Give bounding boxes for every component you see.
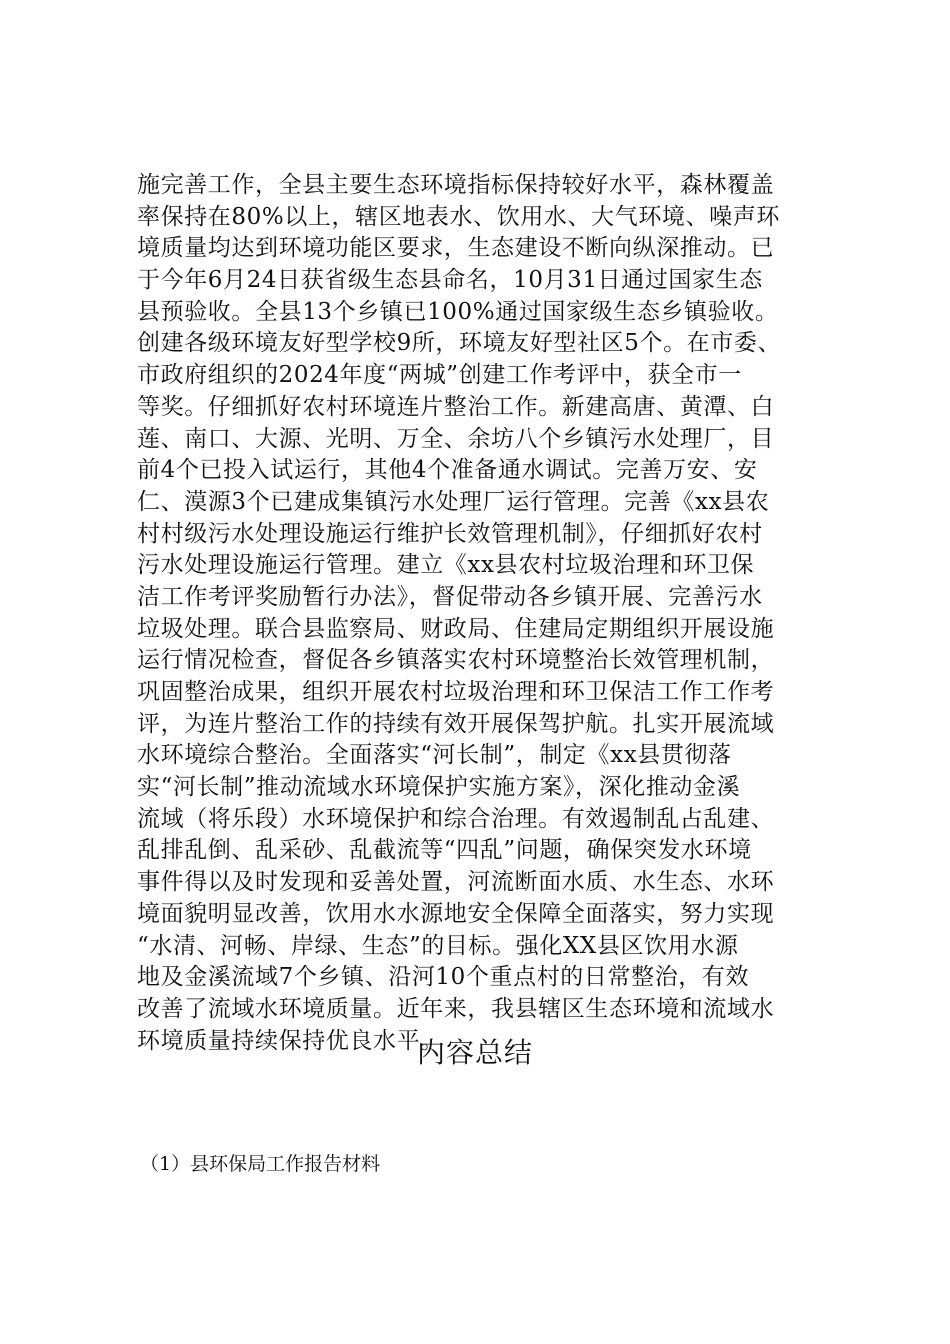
body-line: 莲、南口、大源、光明、万全、余坊八个乡镇污水处理厂，目 bbox=[137, 425, 775, 452]
body-line: 市政府组织的2024年度“两城”创建工作考评中，获全市一 bbox=[137, 362, 742, 389]
body-line: 流域（将乐段）水环境保护和综合治理。有效遏制乱占乱建、 bbox=[137, 805, 775, 832]
body-line: 仁、漠源3个已建成集镇污水处理厂运行管理。完善《xx县农 bbox=[137, 488, 770, 515]
body-line: 环境质量持续保持优良水平。 bbox=[137, 1027, 444, 1054]
body-line: 施完善工作，全县主要生态环境指标保持较好水平，森林覆盖 bbox=[137, 172, 775, 198]
summary-item: （1）县环保局工作报告材料 bbox=[140, 1153, 381, 1175]
body-line: 评，为连片整治工作的持续有效开展保驾护航。扎实开展流域 bbox=[137, 710, 775, 737]
body-line: 乱排乱倒、乱采砂、乱截流等“四乱”问题，确保突发水环境 bbox=[137, 837, 752, 864]
body-line: 创建各级环境友好型学校9所，环境友好型社区5个。在市委、 bbox=[137, 330, 782, 357]
body-line: 事件得以及时发现和妥善处置，河流断面水质、水生态、水环 bbox=[137, 869, 775, 896]
body-line: 垃圾处理。联合县监察局、财政局、住建局定期组织开展设施 bbox=[137, 615, 775, 642]
body-line: 境面貌明显改善，饮用水水源地安全保障全面落实，努力实现 bbox=[137, 900, 775, 927]
body-line: 污水处理设施运行管理。建立《xx县农村垃圾治理和环卫保 bbox=[137, 552, 755, 579]
body-line: 于今年6月24日获省级生态县命名，10月31日通过国家生态 bbox=[137, 267, 763, 294]
body-line: 村村级污水处理设施运行维护长效管理机制》，仔细抓好农村 bbox=[137, 520, 763, 547]
body-line: 等奖。仔细抓好农村环境连片整治工作。新建高唐、黄潭、白 bbox=[137, 393, 775, 420]
body-line: 水环境综合整治。全面落实“河长制”，制定《xx县贯彻落 bbox=[137, 742, 732, 769]
body-line: 洁工作考评奖励暂行办法》，督促带动各乡镇开展、完善污水 bbox=[137, 583, 763, 610]
body-line: 县预验收。全县13个乡镇已100%通过国家级生态乡镇验收。 bbox=[137, 298, 779, 325]
section-title: 内容总结 bbox=[416, 1036, 533, 1069]
body-line: 巩固整治成果，组织开展农村垃圾治理和环卫保洁工作工作考 bbox=[137, 679, 775, 705]
body-line: 改善了流域水环境质量。近年来，我县辖区生态环境和流域水 bbox=[137, 995, 775, 1022]
body-line: 前4个已投入试运行，其他4个准备通水调试。完善万安、安 bbox=[137, 457, 758, 484]
body-paragraph bbox=[137, 170, 827, 1057]
body-line: 实“河长制”推动流域水环境保护实施方案》，深化推动金溪 bbox=[137, 774, 741, 801]
body-line: 地及金溪流域7个乡镇、沿河10个重点村的日常整治，有效 bbox=[137, 964, 750, 991]
body-line: 率保持在80%以上，辖区地表水、饮用水、大气环境、噪声环 bbox=[137, 203, 780, 230]
body-line: 境质量均达到环境功能区要求，生态建设不断向纵深推动。已 bbox=[137, 235, 775, 262]
body-line: “水清、河畅、岸绿、生态”的目标。强化XX县区饮用水源 bbox=[137, 932, 739, 959]
body-line: 运行情况检查，督促各乡镇落实农村环境整治长效管理机制， bbox=[137, 647, 775, 674]
